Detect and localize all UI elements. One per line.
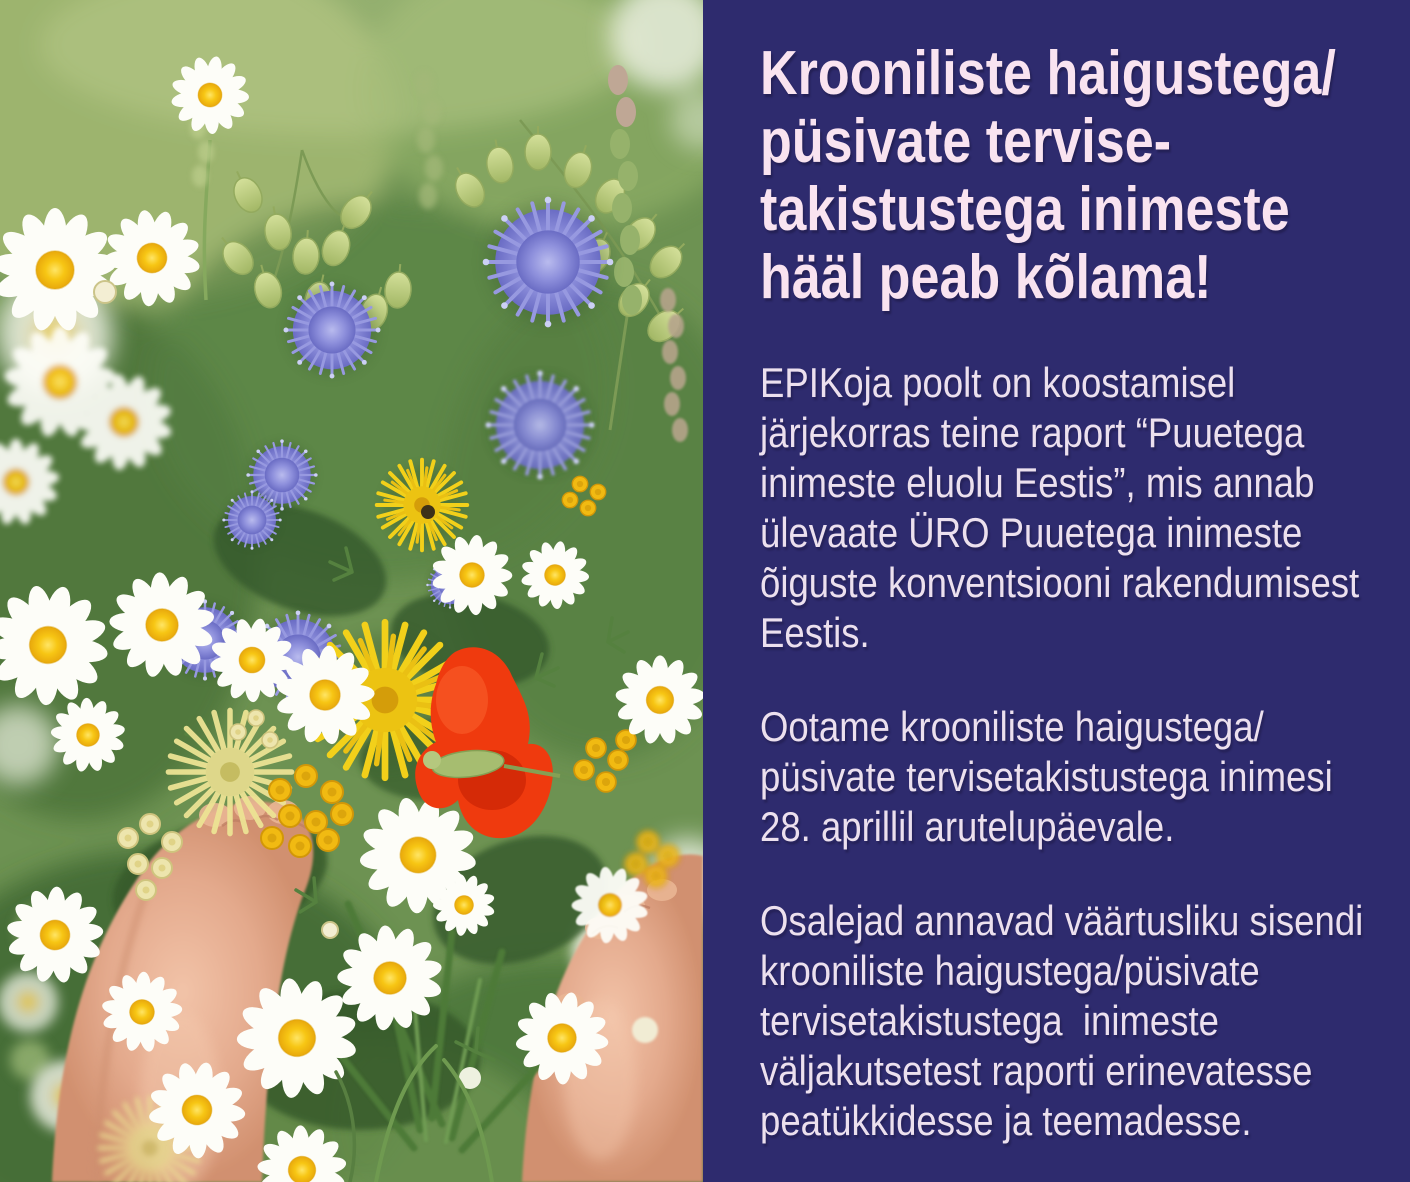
paragraph-report: [760, 358, 1374, 658]
photo-illustration: [0, 0, 703, 1182]
body-line: järjekorras teine raport “Puuetega: [760, 409, 1305, 456]
heading-line: püsivate tervise-: [760, 107, 1172, 176]
body-line: tervisetakistustega inimeste: [760, 997, 1219, 1044]
body-line: Ootame krooniliste haigustega/: [760, 703, 1264, 750]
body-line: Eestis.: [760, 609, 870, 656]
body-line: püsivate tervisetakistustega inimesi: [760, 753, 1333, 800]
paragraph-contribution: [760, 896, 1374, 1146]
wildflower-bouquet-photo: [0, 0, 703, 1182]
body-line: inimeste eluolu Eestis”, mis annab: [760, 459, 1315, 506]
beetle: [421, 505, 435, 519]
paragraph-invitation: [760, 702, 1374, 852]
body-line: krooniliste haigustega/püsivate: [760, 947, 1260, 994]
body-line: ülevaate ÜRO Puuetega inimeste: [760, 509, 1303, 556]
body-line: väljakutsetest raporti erinevatesse: [760, 1047, 1313, 1094]
body-line: Osalejad annavad väärtusliku sisendi: [760, 897, 1364, 944]
body-line: peatükkidesse ja teemadesse.: [760, 1097, 1252, 1144]
page-title: [760, 40, 1374, 312]
heading-line: takistustega inimeste: [760, 175, 1290, 244]
body-line: 28. aprillil arutelupäevale.: [760, 803, 1175, 850]
body-line: õiguste konventsiooni rakendumisest: [760, 559, 1360, 606]
heading-line: hääl peab kõlama!: [760, 243, 1212, 312]
heading-line: Krooniliste haigustega/: [760, 39, 1336, 108]
text-panel: [703, 0, 1410, 1182]
body-line: EPIKoja poolt on koostamisel: [760, 359, 1236, 406]
